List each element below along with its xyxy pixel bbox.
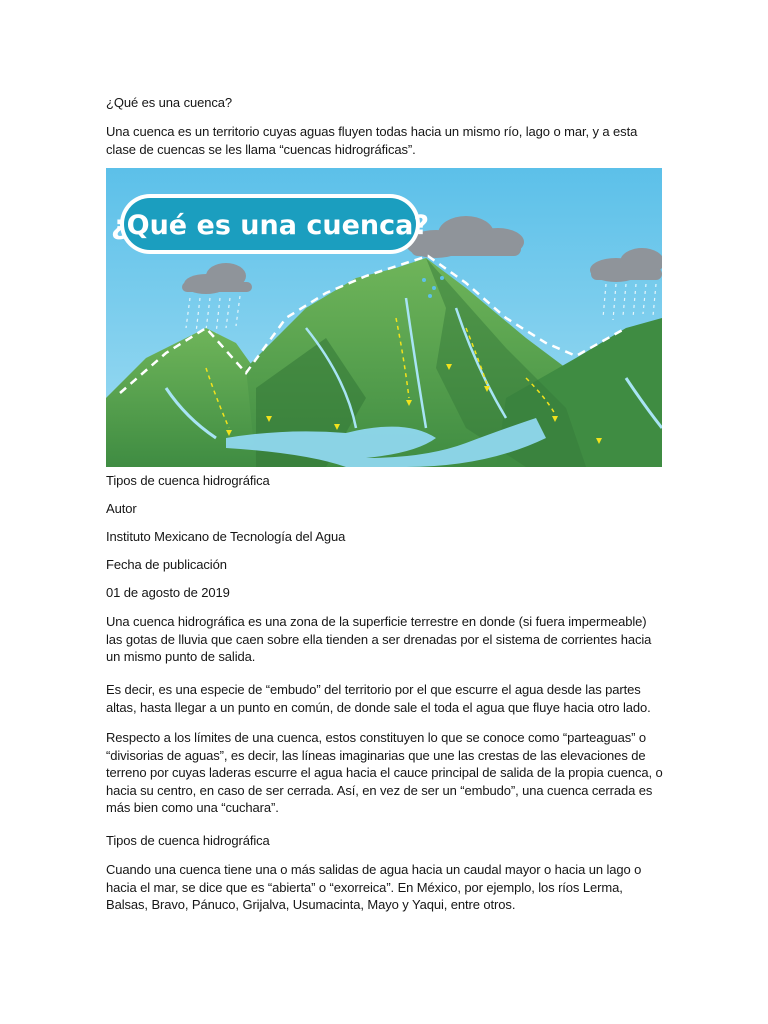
date-label: Fecha de publicación [106, 557, 227, 572]
paragraph-2: Es decir, es una especie de “embudo” del territorio por el que escurre el agua desde las partes altas, hasta llegar a un punto en común, de donde sale el toda el agua que fluye hacia otro lado. [106, 682, 651, 715]
section-subheading: Tipos de cuenca hidrográfica [106, 833, 270, 848]
paragraph-1: Una cuenca hidrográfica es una zona de la superficie terrestre en donde (si fuera impermeable) las gotas de lluvia que caen sobre ella tienden a ser drenadas por el sistema de corrientes hacia un mismo punto de salida. [106, 614, 652, 664]
title-banner [111, 194, 429, 254]
page-heading: ¿Qué es una cuenca? [106, 95, 233, 110]
author-label: Autor [106, 501, 137, 516]
watershed-illustration [106, 168, 662, 467]
paragraph-4: Cuando una cuenca tiene una o más salidas de agua hacia un caudal mayor o hacia un lago o hacia el mar, se dice que es “abierta” o “exorreica”. En México, por ejemplo, los ríos Lerma, Balsas, Bravo, Pánuco, Grijalva, Usumacinta, Mayo y Yaqui, entre otros. [106, 862, 642, 912]
intro-paragraph: Una cuenca es un territorio cuyas aguas fluyen todas hacia un mismo río, lago o mar, y a esta clase de cuencas se les llama “cuencas hidrográficas”. [106, 124, 638, 157]
paragraph-3: Respecto a los límites de una cuenca, estos constituyen lo que se conoce como “parteaguas” o “divisorias de aguas”, es decir, las líneas imaginarias que une las crestas de las elevaciones de terreno por cuyas laderas escurre el agua hacia el cauce principal de salida de la propia cuenca, o hacia su centro, en caso de ser cerrada. Así, en vez de ser un “embudo”, una cuenca cerrada es más bien como una “cuchara”. [106, 730, 663, 815]
publication-date: 01 de agosto de 2019 [106, 585, 230, 600]
image-caption: Tipos de cuenca hidrográfica [106, 473, 270, 488]
banner-title: ¿Qué es una cuenca? [110, 210, 430, 241]
author-name: Instituto Mexicano de Tecnología del Agua [106, 529, 346, 544]
